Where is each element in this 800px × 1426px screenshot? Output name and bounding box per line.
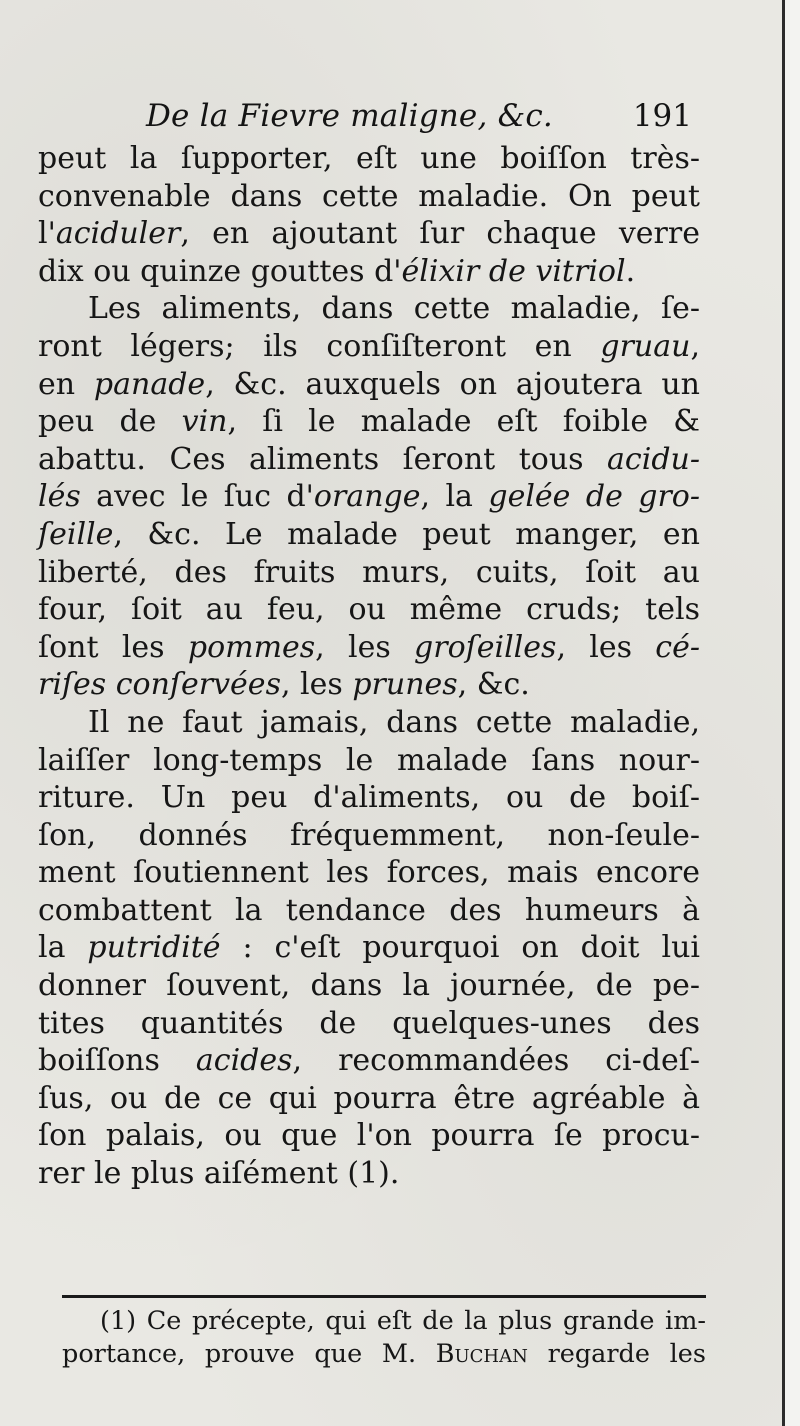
text-line: liberté, des fruits murs, cuits, ſoit au	[38, 554, 700, 590]
page-header	[140, 96, 700, 146]
text-line: ſeille, &c. Le malade peut manger, en	[38, 516, 700, 552]
body-text	[38, 140, 700, 1193]
page-number: 191	[632, 98, 692, 134]
text-line: ment ſoutiennent les forces, mais encore	[38, 855, 700, 891]
text-line: four, ſoit au feu, ou même cruds; tels	[38, 592, 700, 628]
text-line: donner ſouvent, dans la journée, de pe-	[38, 968, 700, 1004]
text-line: Il ne faut jamais, dans cette maladie,	[88, 704, 700, 740]
text-line: riſes conſervées, les prunes, &c.	[38, 667, 530, 703]
text-line: abattu. Ces aliments ſeront tous acidu-	[38, 441, 700, 477]
text-line: peu de vin, ſi le malade eſt foible &	[38, 404, 700, 440]
footnote-divider	[62, 1295, 706, 1298]
footnote	[62, 1305, 706, 1371]
footnote-line: portance, prouve que M. Buchan regarde les	[62, 1339, 706, 1369]
running-title: De la Fievre maligne, &c.	[146, 98, 553, 134]
text-line: ſon, donnés fréquemment, non-ſeule-	[38, 817, 700, 853]
text-line: riture. Un peu d'aliments, ou de boiſ-	[38, 780, 700, 816]
text-line: ront légers; ils conſiſteront en gruau,	[38, 328, 700, 364]
text-line: peut la ſupporter, eſt une boiſſon très-	[38, 141, 700, 176]
text-line: boiſſons acides, recommandées ci-deſ-	[38, 1043, 700, 1079]
text-line: l'aciduler, en ajoutant ſur chaque verre	[38, 216, 700, 252]
text-line: Les aliments, dans cette maladie, ſe-	[88, 291, 700, 327]
text-line: convenable dans cette maladie. On peut	[38, 178, 700, 214]
text-line: tites quantités de quelques-unes des	[38, 1005, 700, 1041]
text-line: la putridité : c'eſt pourquoi on doit lui	[38, 930, 700, 966]
text-line: dix ou quinze gouttes d'élixir de vitriol.	[38, 253, 636, 289]
text-line: ſont les pommes, les groſeilles, les cé-	[38, 629, 700, 665]
text-line: lés avec le ſuc d'orange, la gelée de gro-	[38, 479, 701, 515]
text-line: ſon palais, ou que l'on pourra ſe procu-	[38, 1118, 700, 1154]
text-line: en panade, &c. auxquels on ajoutera un	[38, 366, 700, 402]
footnote-line: (1) Ce précepte, qui eſt de la plus grande im-	[100, 1306, 706, 1336]
page-edge	[782, 0, 800, 1426]
text-line: ſus, ou de ce qui pourra être agréable à	[38, 1080, 700, 1116]
text-line: combattent la tendance des humeurs à	[38, 892, 700, 928]
text-line: rer le plus aiſément (1).	[38, 1156, 400, 1192]
text-line: laiſſer long-temps le malade ſans nour-	[38, 742, 700, 778]
